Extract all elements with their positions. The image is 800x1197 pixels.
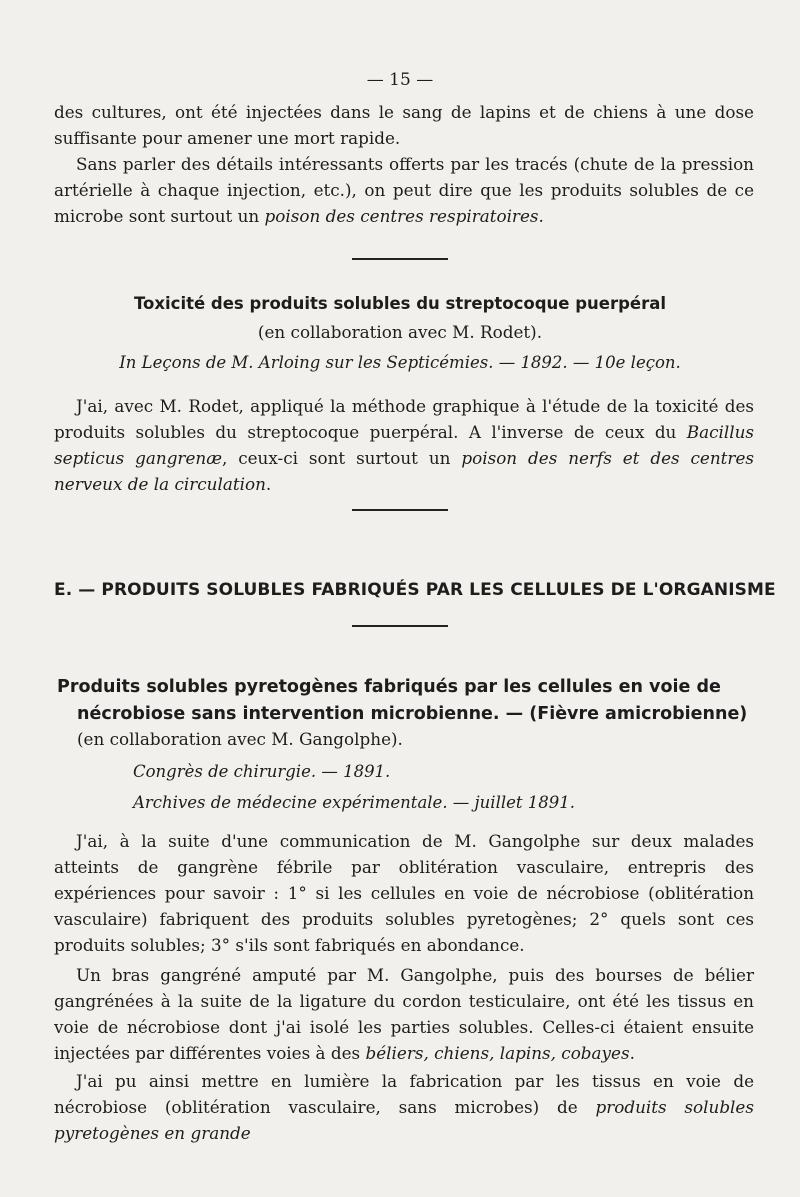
paragraph-cultures: des cultures, ont été injectées dans le sang de lapins et de chiens à une dose suffisante pour amener une mort rapide. [54,102,754,148]
pyretogenes-title: Produits solubles pyretogènes fabriqués par les cellules en voie de nécrobiose sans intervention microbienne. — (Fièvre amicrobienne) [57,677,748,724]
paragraph-rodet: J'ai, avec M. Rodet, appliqué la méthode graphique à l'étude de la toxicité des produits solubles du streptocoque puerpéral. A l'inverse de ceux du Bacillus septicus gangrenæ, ceux-ci sont surtout un poison des nerfs et des centres nerveux de la circulation. [54,396,754,494]
paragraph-lumiere: J'ai pu ainsi mettre en lumière la fabrication par les tissus en voie de nécrobiose (oblitération vasculaire, sans microbes) de produits solubles pyretogènes en grande [54,1071,754,1143]
pyretogenes-reference-congres: Congrès de chirurgie. — 1891. [133,762,391,781]
section-heading-e: E. — PRODUITS SOLUBLES FABRIQUÉS PAR LES CELLULES DE L'ORGANISME [54,580,776,600]
pyretogenes-collaboration: (en collaboration avec M. Gangolphe). [77,729,403,749]
paragraph-bras-gangrene: Un bras gangréné amputé par M. Gangolphe, puis des bourses de bélier gangrénées à la suite de la ligature du cordon testiculaire, ont été les tissus en voie de nécrobiose dont j'ai isolé les parties solubles. Celles-ci étaient ensuite injectées par différentes voies à des béliers, chiens, lapins, cobayes. [54,965,754,1063]
paragraph-gangolphe: J'ai, à la suite d'une communication de M. Gangolphe sur deux malades atteints de gangrène fébrile par oblitération vasculaire, entrepris des expériences pour savoir : 1° si les cellules en voie de nécrobiose (oblitération vasculaire) fabriquent des produits solubles pyretogènes; 2° quels sont ces produits solubles; 3° s'ils sont fabriqués en abondance. [54,831,754,955]
toxicity-reference: In Leçons de M. Arloing sur les Septicémies. — 1892. — 10e leçon. [119,353,681,372]
section-divider [352,509,448,511]
paragraph-traces: Sans parler des détails intéressants offerts par les tracés (chute de la pression artérielle à chaque injection, etc.), on peut dire que les produits solubles de ce microbe sont surtout un poison des centres respiratoires. [54,154,754,226]
section-divider [352,258,448,260]
section-divider [352,625,448,627]
page-number: — 15 — [366,70,434,90]
pyretogenes-reference-archives: Archives de médecine expérimentale. — juillet 1891. [133,793,576,812]
toxicity-collaboration: (en collaboration avec M. Rodet). [257,322,543,342]
toxicity-title: Toxicité des produits solubles du streptocoque puerpéral [133,294,667,313]
